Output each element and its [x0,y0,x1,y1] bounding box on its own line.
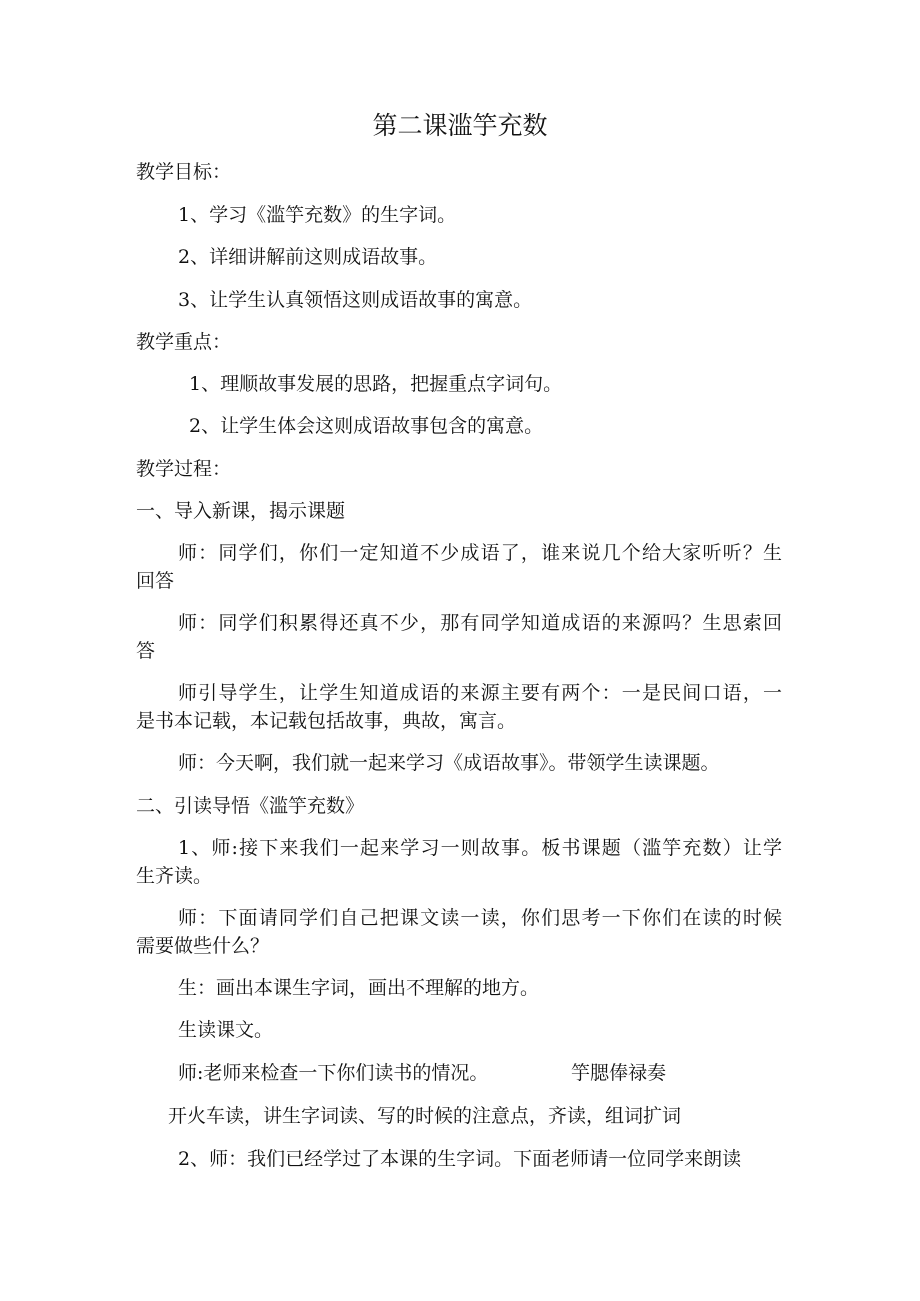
paragraph-11: 2、师：我们已经学过了本课的生字词。下面老师请一位同学来朗读 [178,1148,742,1170]
goal-item-3: 3、让学生认真领悟这则成语故事的寓意。 [178,289,533,311]
paragraph-1-line-2: 回答 [136,570,175,592]
paragraph-2-line-2: 答 [136,640,156,662]
document-title: 第二课滥竽充数 [372,111,548,140]
paragraph-3-line-2: 是书本记载，本记载包括故事，典故，寓言。 [136,710,517,732]
section-2-heading: 二、引读导悟《滥竽充数》 [136,795,365,817]
paragraph-9: 师:老师来检查一下你们读书的情况。 [178,1062,489,1084]
paragraph-3-line-1: 师引导学生，让学生知道成语的来源主要有两个：一是民间口语，一 [178,682,782,704]
paragraph-8: 生读课文。 [178,1019,274,1041]
paragraph-4: 师：今天啊，我们就一起来学习《成语故事》。带领学生读课题。 [178,752,720,774]
paragraph-7: 生：画出本课生字词，画出不理解的地方。 [178,977,540,999]
goal-item-1: 1、学习《滥竽充数》的生字词。 [178,204,457,226]
focus-heading: 教学重点： [136,331,232,353]
paragraph-6-line-1: 师：下面请同学们自己把课文读一读，你们思考一下你们在读的时候 [178,907,782,929]
paragraph-5-line-2: 生齐读。 [136,865,213,887]
goals-heading: 教学目标： [136,161,232,183]
focus-item-1: 1、理顺故事发展的思路，把握重点字词句。 [189,373,563,395]
paragraph-10: 开火车读，讲生字词读、写的时候的注意点，齐读，组词扩词 [168,1105,682,1127]
section-1-heading: 一、导入新课，揭示课题 [136,500,346,522]
process-heading: 教学过程： [136,458,232,480]
goal-item-2: 2、详细讲解前这则成语故事。 [178,246,438,268]
paragraph-6-line-2: 需要做些什么？ [136,935,270,957]
paragraph-1-line-1: 师：同学们，你们一定知道不少成语了，谁来说几个给大家听听？生 [178,542,782,564]
focus-item-2: 2、让学生体会这则成语故事包含的寓意。 [189,415,544,437]
paragraph-2-line-1: 师：同学们积累得还真不少，那有同学知道成语的来源吗？生思索回 [178,612,782,634]
paragraph-5-line-1: 1、师:接下来我们一起来学习一则故事。板书课题（滥竽充数）让学 [178,837,782,859]
paragraph-9-words: 竽腮俸禄奏 [571,1062,667,1084]
